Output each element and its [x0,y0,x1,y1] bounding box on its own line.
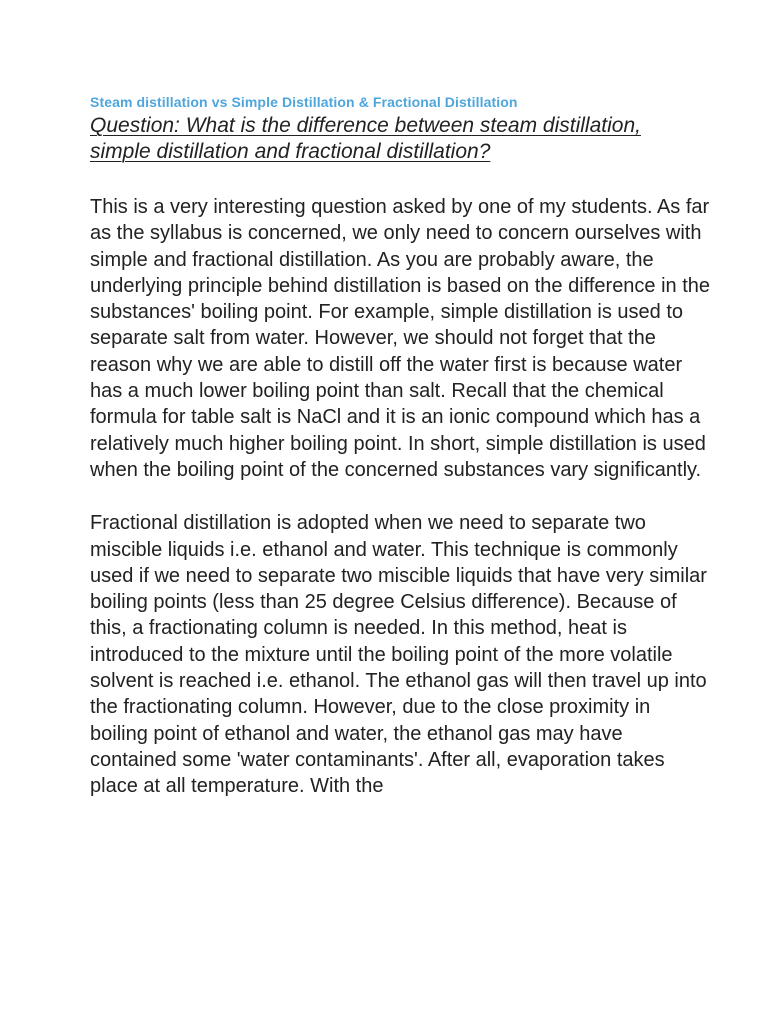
paragraph-fractional-distillation: Fractional distillation is adopted when we need to separate two miscible liquids i.e. ethanol and water. This technique is commonly used if we need to separate two miscible liquids that have very similar boiling points (less than 25 degree Celsius difference). Because of this, a fractionating column is needed. In this method, heat is introduced to the mixture until the boiling point of the more volatile solvent is reached i.e. ethanol. The ethanol gas will then travel up into the fractionating column. However, due to the close proximity in boiling point of ethanol and water, the ethanol gas may have contained some 'water contaminants'. After all, evaporation takes place at all temperature. With the [90,512,707,798]
blog-post-title[interactable]: Steam distillation vs Simple Distillation & Fractional Distillation [90,94,518,110]
article-body [90,93,720,800]
question-heading: Question: What is the difference between steam distillation, simple distillation and fractional distillation? [90,114,641,163]
paragraph-simple-distillation: This is a very interesting question asked by one of my students. As far as the syllabus is concerned, we only need to concern ourselves with simple and fractional distillation. As you are probably aware, the underlying principle behind distillation is based on the difference in the substances' boiling point. For example, simple distillation is used to separate salt from water. However, we should not forget that the reason why we are able to distill off the water first is because water has a much lower boiling point than salt. Recall that the chemical formula for table salt is NaCl and it is an ionic compound which has a relatively much higher boiling point. In short, simple distillation is used when the boiling point of the concerned substances vary significantly. [90,196,711,481]
